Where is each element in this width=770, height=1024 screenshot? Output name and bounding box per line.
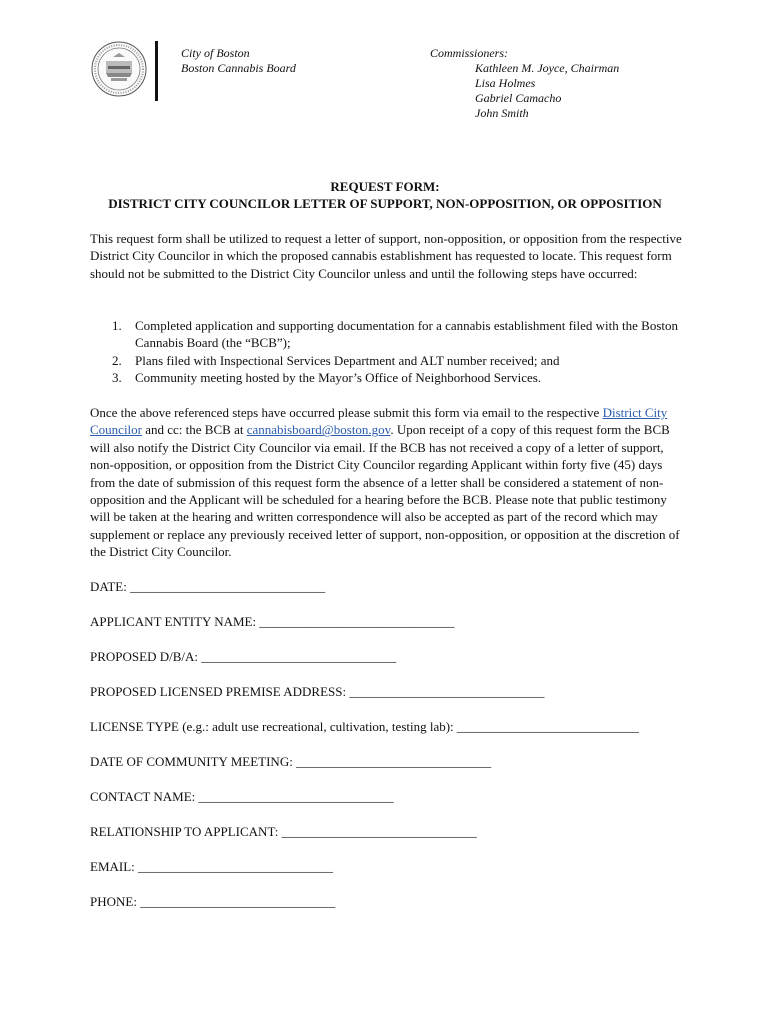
cannabisboard-email-link[interactable]: cannabisboard@boston.gov <box>246 422 391 438</box>
steps-list <box>90 317 682 387</box>
email-field[interactable]: EMAIL: ______________________________ <box>90 859 334 874</box>
commissioner-name: Gabriel Camacho <box>475 91 562 105</box>
city-seal-icon <box>91 41 147 97</box>
commissioner-name: Kathleen M. Joyce, Chairman <box>475 61 620 75</box>
step-text: Community meeting hosted by the Mayor’s Office of Neighborhood Services. <box>135 370 542 386</box>
commissioner-name: Lisa Holmes <box>475 76 536 90</box>
list-item <box>90 369 682 386</box>
phone-field[interactable]: PHONE: ______________________________ <box>90 894 336 909</box>
applicant-entity-name-field[interactable]: APPLICANT ENTITY NAME: ______________________________ <box>90 614 455 629</box>
form-title <box>90 178 680 212</box>
instructions-paragraph <box>90 404 682 561</box>
para-text: . Upon receipt of a copy of this request form the BCB will also notify the District City Councilor via email. If the BCB has not received a copy of a letter of support, non-opposition, or opposition from the District City Councilor regarding Applicant within forty five (45) days from the date of submission of this request form the absence of a letter shall be considered a statement of non-opposition and the Applicant will be scheduled for a hearing before the BCB. Please note that public testimony will be taken at the hearing and written correspondence will also be accepted as part of the record which may supplement or replace any previously received letter of support, non-opposition, or opposition at the discretion of the District City Councilor. <box>90 422 680 560</box>
title-line2: DISTRICT CITY COUNCILOR LETTER OF SUPPORT, NON-OPPOSITION, OR OPPOSITION <box>108 196 662 211</box>
step-text: Completed application and supporting documentation for a cannabis establishment filed with the Boston Cannabis Board (the “BCB”); <box>135 318 678 351</box>
relationship-field[interactable]: RELATIONSHIP TO APPLICANT: ______________________________ <box>90 824 477 839</box>
para-text: and cc: the BCB at <box>142 422 247 438</box>
step-number: 2. <box>112 352 122 368</box>
commissioner-name: John Smith <box>475 106 529 120</box>
community-meeting-date-field[interactable]: DATE OF COMMUNITY MEETING: ______________________________ <box>90 754 492 769</box>
para-text: Once the above referenced steps have occurred please submit this form via email to the respective <box>90 405 603 420</box>
commissioners-block <box>430 46 619 121</box>
step-number: 3. <box>112 370 122 386</box>
step-number: 1. <box>112 318 122 333</box>
commissioners-label: Commissioners: <box>430 46 509 60</box>
intro-paragraph: This request form shall be utilized to request a letter of support, non-opposition, or opposition from the respective District City Councilor in which the proposed cannabis establishment has requested to locate. This request form should not be submitted to the District City Councilor unless and until the following steps have occurred: <box>90 231 682 281</box>
step-text: Plans filed with Inspectional Services Department and ALT number received; and <box>135 352 560 368</box>
header-divider <box>155 41 158 101</box>
list-item <box>90 352 682 369</box>
license-type-field[interactable]: LICENSE TYPE (e.g.: adult use recreational, cultivation, testing lab): ____________________________ <box>90 719 639 734</box>
list-item <box>90 317 682 352</box>
org-board: Boston Cannabis Board <box>181 61 296 75</box>
organization-block <box>181 46 296 76</box>
org-city: City of Boston <box>181 46 250 60</box>
premise-address-field[interactable]: PROPOSED LICENSED PREMISE ADDRESS: ______________________________ <box>90 684 545 699</box>
contact-name-field[interactable]: CONTACT NAME: ______________________________ <box>90 789 394 804</box>
title-line1: REQUEST FORM: <box>330 179 440 194</box>
date-field[interactable]: DATE: ______________________________ <box>90 579 326 594</box>
proposed-dba-field[interactable]: PROPOSED D/B/A: ______________________________ <box>90 649 397 664</box>
district-city-councilor-link[interactable]: District City Councilor <box>90 405 668 438</box>
